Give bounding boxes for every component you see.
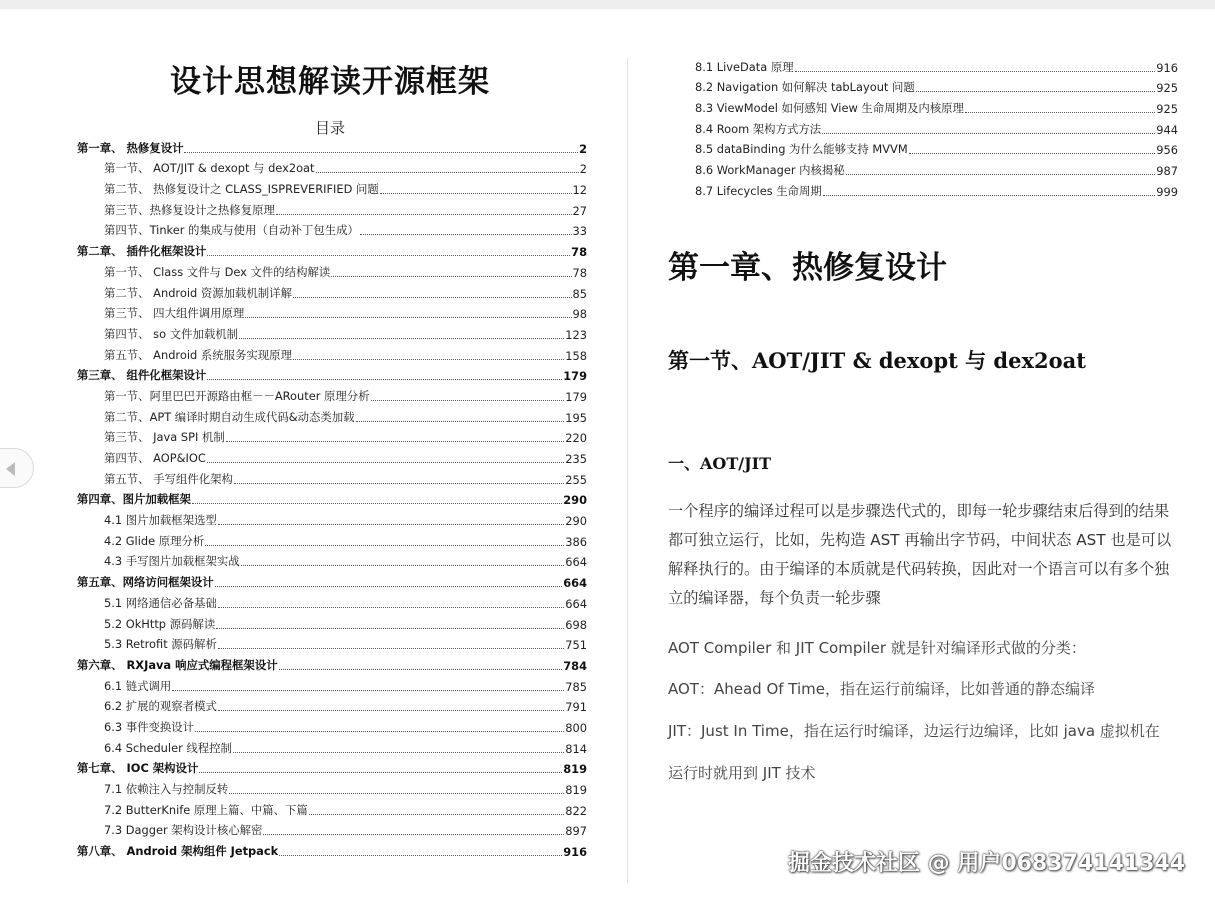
body-paragraph: 一个程序的编译过程可以是步骤迭代式的，即每一轮步骤结束后得到的结果都可独立运行，比如，先构造 AST 再输出字节码，中间状态 AST 也是可以解释执行的。由于编译的本质就是代码转换，因此对一个语言可以有多个独立的编译器，每个负责一轮步骤 (668, 502, 1172, 607)
toc-entry-page: 751 (565, 638, 587, 653)
toc-entry[interactable] (695, 139, 1178, 160)
toc-entry[interactable] (77, 654, 587, 675)
toc-entry[interactable] (77, 613, 587, 634)
toc-entry[interactable] (77, 778, 587, 799)
toc-entry-page: 999 (1156, 184, 1178, 199)
toc-leader-dots (279, 855, 562, 856)
toc-entry-label: 8.1 LiveData 原理 (695, 59, 794, 74)
toc-entry-page: 819 (565, 783, 587, 797)
toc-entry-page: 27 (572, 203, 587, 218)
toc-leader-dots (846, 174, 1156, 175)
toc-entry[interactable] (77, 716, 587, 737)
toc-leader-dots (218, 710, 564, 711)
body-line-2: AOT：Ahead Of Time，指在运行前编译，比如普通的静态编译 (668, 680, 1096, 698)
subheading: 一、AOT/JIT (668, 454, 772, 473)
toc-entry-page: 255 (565, 472, 587, 487)
toc-leader-dots (233, 752, 564, 753)
toc-entry[interactable] (77, 323, 587, 344)
toc-leader-dots (172, 690, 564, 691)
toc-entry-label: 第七章、 IOC 架构设计 (77, 761, 199, 776)
toc-leader-dots (965, 112, 1155, 113)
toc-entry-label: 第四节、 AOP&IOC (104, 451, 206, 465)
toc-leader-dots (215, 586, 563, 587)
toc-leader-dots (279, 669, 563, 670)
toc-entry-label: 8.6 WorkManager 内核揭秘 (695, 163, 845, 178)
toc-entry[interactable] (77, 820, 587, 841)
toc-entry-label: 4.2 Glide 原理分析 (104, 533, 205, 548)
toc-entry-page: 290 (565, 514, 587, 529)
toc-entry-page: 925 (1156, 102, 1178, 117)
toc-entry-label: 7.1 依赖注入与控制反转 (104, 782, 229, 796)
toc-leader-dots (309, 814, 564, 815)
body-line-3: JIT：Just In Time，指在运行时编译，边运行边编译，比如 java 虚拟机在 (668, 722, 1160, 740)
toc-entry-page: 85 (572, 286, 587, 301)
toc-entry-page: 220 (565, 431, 587, 446)
toc-entry-page: 785 (565, 679, 587, 694)
toc-entry[interactable] (77, 737, 587, 758)
toc-entry-label: 第三章、 组件化框架设计 (77, 368, 207, 383)
body-line-4: 运行时就用到 JIT 技术 (668, 764, 816, 782)
toc-entry[interactable] (77, 675, 587, 696)
toc-entry-page: 78 (572, 265, 587, 280)
toc-list-right (695, 56, 1178, 201)
toc-leader-dots (218, 648, 564, 649)
toc-entry-page: 33 (572, 224, 587, 239)
toc-heading: 目录 (314, 119, 345, 137)
toc-entry[interactable] (77, 365, 587, 386)
toc-leader-dots (795, 71, 1156, 72)
toc-entry-page: 819 (563, 762, 587, 777)
viewer-top-bar (0, 0, 1215, 9)
page-divider (627, 58, 628, 883)
toc-entry-label: 5.1 网络通信必备基础 (104, 595, 217, 610)
toc-entry[interactable] (695, 56, 1178, 77)
arrow-left-icon (6, 462, 15, 476)
toc-entry[interactable] (77, 840, 587, 861)
toc-entry-label: 7.2 ButterKnife 原理上篇、中篇、下篇 (104, 802, 308, 817)
toc-leader-dots (205, 545, 564, 546)
toc-leader-dots (245, 317, 571, 318)
toc-entry[interactable] (77, 571, 587, 592)
toc-entry-label: 第二节、 热修复设计之 CLASS_ISPREVERIFIED 问题 (104, 182, 379, 197)
toc-leader-dots (356, 421, 565, 422)
toc-entry-page: 158 (565, 348, 587, 363)
toc-entry-label: 第三节、热修复设计之热修复原理 (104, 202, 275, 217)
toc-entry[interactable] (77, 799, 587, 820)
toc-entry[interactable] (77, 427, 587, 448)
toc-leader-dots (371, 400, 565, 401)
toc-entry[interactable] (695, 97, 1178, 118)
toc-entry-page: 814 (565, 741, 587, 756)
toc-entry-page: 987 (1156, 164, 1178, 179)
toc-entry-label: 第一节、 Class 文件与 Dex 文件的结构解读 (104, 264, 331, 279)
toc-entry-label: 4.3 手写图片加载框架实战 (104, 554, 240, 569)
toc-entry-page: 123 (565, 327, 587, 342)
toc-entry-page: 897 (565, 824, 587, 839)
toc-entry-page: 179 (565, 389, 587, 404)
toc-entry-label: 第四节、Tinker 的集成与使用（自动补丁包生成） (104, 223, 359, 238)
chapter-heading: 第一章、热修复设计 (668, 250, 947, 286)
toc-entry[interactable] (77, 489, 587, 510)
toc-entry[interactable] (77, 261, 587, 282)
toc-entry-page: 925 (1156, 81, 1178, 96)
toc-entry[interactable] (77, 468, 587, 489)
body-line-1: AOT Compiler 和 JIT Compiler 就是针对编译形式做的分类： (668, 639, 1086, 657)
toc-entry-page: 78 (571, 245, 587, 260)
toc-entry-page: 386 (565, 534, 587, 549)
toc-leader-dots (823, 195, 1155, 196)
toc-entry-page: 12 (572, 183, 587, 198)
toc-entry-label: 第一节、 AOT/JIT & dexopt 与 dex2oat (104, 161, 315, 176)
toc-entry-label: 8.2 Navigation 如何解决 tabLayout 问题 (695, 80, 915, 95)
toc-leader-dots (207, 255, 570, 256)
toc-leader-dots (241, 565, 565, 566)
toc-leader-dots (216, 628, 564, 629)
toc-entry-label: 6.1 链式调用 (104, 678, 172, 693)
toc-entry[interactable] (77, 447, 587, 468)
toc-entry-label: 第五章、网络访问框架设计 (77, 575, 214, 590)
toc-entry-page: 822 (565, 803, 587, 818)
document-title: 设计思想解读开源框架 (170, 64, 490, 100)
toc-entry-label: 6.3 事件变换设计 (104, 719, 195, 734)
toc-entry[interactable] (77, 199, 587, 220)
toc-entry[interactable] (695, 118, 1178, 139)
toc-entry-label: 8.4 Room 架构方式方法 (695, 121, 822, 136)
toc-entry-page: 290 (563, 493, 587, 508)
toc-entry[interactable] (695, 77, 1178, 98)
watermark: 掘金技术社区 @ 用户068374141344 (788, 851, 1186, 876)
toc-entry-page: 98 (572, 307, 587, 322)
toc-leader-dots (380, 193, 572, 194)
toc-leader-dots (229, 793, 564, 794)
toc-entry[interactable] (77, 530, 587, 551)
toc-entry[interactable] (77, 592, 587, 613)
toc-entry-label: 5.2 OkHttp 源码解读 (104, 616, 216, 631)
toc-entry[interactable] (695, 180, 1178, 201)
toc-leader-dots (360, 234, 572, 235)
toc-entry[interactable] (77, 178, 587, 199)
toc-entry[interactable] (77, 509, 587, 530)
toc-leader-dots (184, 152, 578, 153)
toc-entry[interactable] (77, 696, 587, 717)
toc-entry-label: 7.3 Dagger 架构设计核心解密 (104, 823, 263, 838)
toc-leader-dots (207, 462, 564, 463)
toc-entry[interactable] (695, 159, 1178, 180)
toc-entry-page: 956 (1156, 143, 1178, 158)
toc-entry[interactable] (77, 551, 587, 572)
toc-leader-dots (822, 133, 1155, 134)
toc-leader-dots (916, 91, 1155, 92)
toc-entry-label: 第一节、阿里巴巴开源路由框－－ARouter 原理分析 (104, 388, 370, 403)
toc-entry-page: 698 (565, 617, 587, 632)
toc-entry[interactable] (77, 758, 587, 779)
toc-entry-page: 944 (1156, 122, 1178, 137)
toc-leader-dots (239, 338, 564, 339)
toc-entry-page: 2 (579, 162, 587, 177)
toc-entry-label: 第五节、 Android 系统服务实现原理 (104, 347, 292, 362)
toc-entry-label: 第三节、 Java SPI 机制 (104, 430, 225, 445)
toc-leader-dots (192, 503, 562, 504)
toc-entry-label: 第二节、 Android 资源加载机制详解 (104, 285, 292, 300)
toc-entry-label: 第五节、 手写组件化架构 (104, 471, 233, 486)
toc-entry-label: 8.5 dataBinding 为什么能够支持 MVVM (695, 142, 908, 157)
toc-entry[interactable] (77, 220, 587, 241)
toc-leader-dots (226, 441, 565, 442)
toc-leader-dots (218, 524, 564, 525)
toc-entry-label: 第二章、 插件化框架设计 (77, 244, 207, 259)
toc-entry[interactable] (77, 303, 587, 324)
toc-entry-label: 8.7 Lifecycles 生命周期 (695, 183, 822, 198)
toc-entry-page: 916 (1156, 60, 1178, 75)
toc-entry-page: 800 (565, 720, 587, 735)
toc-entry-label: 第四节、 so 文件加载机制 (104, 326, 239, 341)
toc-entry-page: 791 (565, 700, 587, 715)
toc-leader-dots (293, 297, 572, 298)
toc-leader-dots (199, 772, 562, 773)
toc-entry-label: 第二节、APT 编译时期自动生成代码&动态类加载 (104, 409, 355, 424)
toc-entry-label: 4.1 图片加载框架选型 (104, 513, 217, 528)
toc-leader-dots (316, 172, 579, 173)
toc-entry-page: 664 (565, 596, 587, 611)
toc-entry-page: 664 (565, 555, 587, 570)
toc-entry[interactable] (77, 634, 587, 655)
toc-entry-page: 916 (563, 845, 587, 860)
toc-entry-label: 第八章、 Android 架构组件 Jetpack (77, 844, 279, 859)
toc-leader-dots (293, 359, 564, 360)
toc-entry-page: 195 (565, 410, 587, 425)
toc-entry-label: 6.2 扩展的观察者模式 (104, 699, 217, 714)
toc-leader-dots (207, 379, 562, 380)
toc-entry-page: 179 (563, 369, 587, 384)
toc-entry-page: 2 (579, 141, 587, 156)
toc-entry[interactable] (77, 385, 587, 406)
toc-leader-dots (276, 214, 572, 215)
toc-entry[interactable] (77, 240, 587, 261)
toc-leader-dots (195, 731, 564, 732)
toc-leader-dots (909, 153, 1156, 154)
toc-leader-dots (331, 276, 571, 277)
toc-entry-page: 784 (563, 658, 587, 673)
toc-entry[interactable] (77, 137, 587, 158)
toc-leader-dots (263, 834, 564, 835)
previous-page-button[interactable] (0, 448, 34, 488)
toc-entry[interactable] (77, 406, 587, 427)
toc-entry[interactable] (77, 158, 587, 179)
toc-entry-label: 8.3 ViewModel 如何感知 View 生命周期及内核原理 (695, 101, 964, 116)
toc-entry-label: 第六章、 RXJava 响应式编程框架设计 (77, 657, 278, 672)
toc-entry-label: 5.3 Retrofit 源码解析 (104, 637, 217, 652)
toc-entry-label: 第四章、图片加载框架 (77, 492, 191, 507)
toc-entry-label: 第一章、 热修复设计 (77, 140, 184, 155)
toc-entry-page: 235 (565, 452, 587, 466)
toc-entry-label: 6.4 Scheduler 线程控制 (104, 740, 232, 755)
toc-entry-label: 第三节、 四大组件调用原理 (104, 306, 245, 321)
toc-leader-dots (234, 483, 564, 484)
toc-leader-dots (218, 607, 564, 608)
toc-list-left (77, 137, 587, 861)
toc-entry[interactable] (77, 282, 587, 303)
toc-entry[interactable] (77, 344, 587, 365)
toc-entry-page: 664 (563, 576, 587, 591)
section-heading: 第一节、AOT/JIT & dexopt 与 dex2oat (668, 348, 1086, 373)
